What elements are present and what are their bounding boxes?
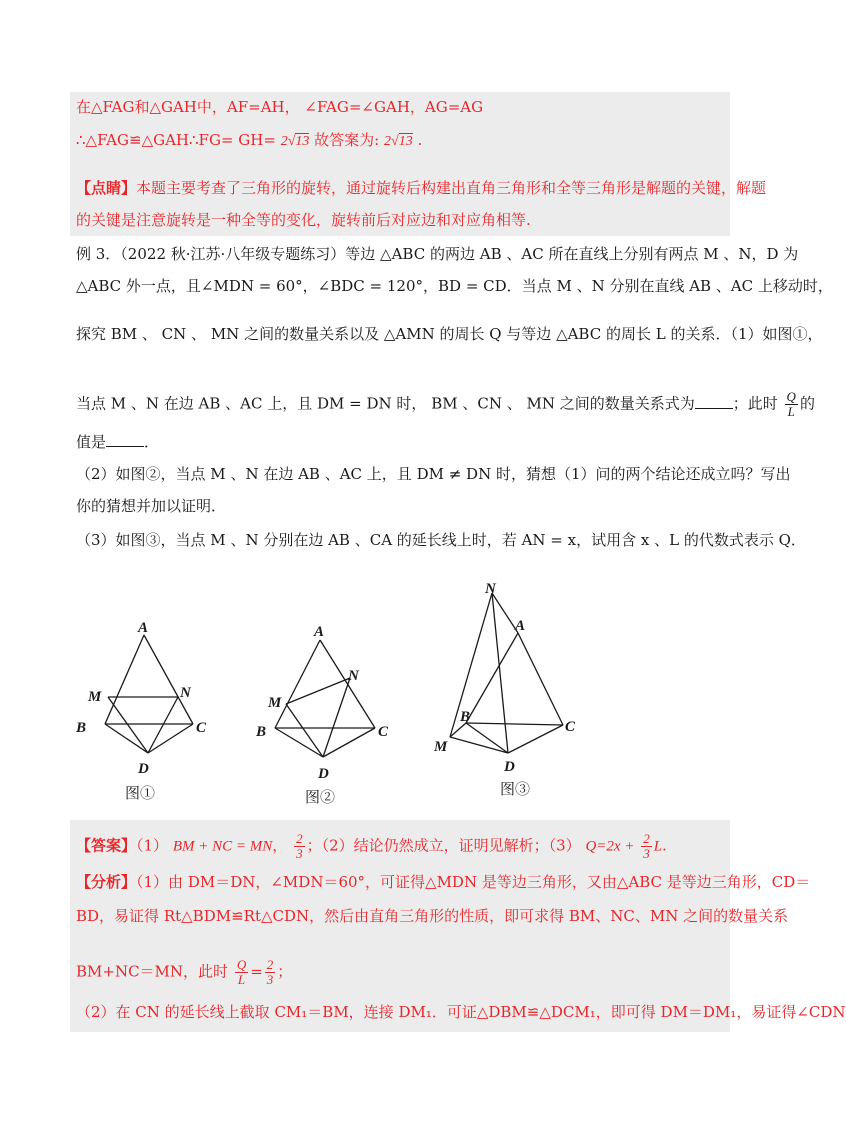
q-over-l-fraction: $\frac{Q}{L}$ xyxy=(786,389,796,419)
solution-line-1: 在△FAG和△GAH中，AF=AH， ∠FAG=∠GAH，AG=AG xyxy=(76,98,484,116)
fig1-label-b: B xyxy=(76,720,87,736)
fig1-label-m: M xyxy=(88,689,102,705)
problem-line-7: 你的猜想并加以证明． xyxy=(76,497,227,515)
sqrt-expression: 2√13 xyxy=(280,134,310,149)
comment-line-1: 【点睛】本题主要考查了三角形的旋转，通过旋转后构建出直角三角形和全等三角形是解题的关键，解题 xyxy=(76,179,767,197)
fig1-caption: 图① xyxy=(125,784,156,802)
fig3-label-m: M xyxy=(434,739,448,755)
comment-line-2: 的关键是注意旋转是一种全等的变化，旋转前后对应边和对应角相等. xyxy=(76,211,531,229)
answer-eq-3: Q=2x + xyxy=(585,838,635,855)
fig3-label-a: A xyxy=(515,618,526,634)
solution-answer-label: 故答案为: xyxy=(314,131,380,149)
fig2-label-b: B xyxy=(256,724,267,740)
fig3-label-n: N xyxy=(485,581,496,597)
fig3-caption: 图③ xyxy=(500,780,531,798)
figure-3 xyxy=(420,575,600,795)
problem-line-5: 值是 ． xyxy=(76,433,160,451)
problem-line-4: 当点 M 、N 在边 AB 、AC 上，且 DM = DN 时， BM 、CN 、 MN 之间的数量关系式为 ；此时 $\frac{Q}{L}$ 的 xyxy=(76,389,815,419)
fig2-label-c: C xyxy=(378,724,389,740)
solution-line-2-text: ∴△FAG≌△GAH∴FG= GH= xyxy=(76,131,276,149)
analysis-line-4: （2）在 CN 的延长线上截取 CM₁＝BM，连接 DM₁．可证△DBM≌△DCM₁，即可得 DM＝DM₁，易证得∠CDN xyxy=(76,1003,846,1021)
fig1-label-c: C xyxy=(196,720,207,736)
analysis-two-thirds-fraction: $\frac{2}{3}$ xyxy=(266,957,274,987)
answer-blank-2 xyxy=(106,432,144,447)
fig3-label-d: D xyxy=(504,759,515,775)
answer-line: 【答案】（1） BM + NC = MN， $\frac{2}{3}$ ；（2）结论仍然成立，证明见解析；（3） Q=2x + $\frac{2}{3}$ L. xyxy=(76,831,667,861)
fig2-label-a: A xyxy=(314,624,325,640)
analysis-line-3: BM+NC＝MN，此时 $\frac{Q}{L}$ = $\frac{2}{3}$ ； xyxy=(76,957,293,987)
fig3-label-c: C xyxy=(565,719,576,735)
answer-eq-1: BM + NC = MN xyxy=(172,838,273,855)
fig3-label-b: B xyxy=(460,709,471,725)
sqrt-expression-2: 2√13 xyxy=(384,134,413,149)
fig2-label-n: N xyxy=(348,668,359,684)
analysis-line-1: 【分析】（1）由 DM＝DN，∠MDN＝60°，可证得△MDN 是等边三角形，又由△ABC 是等边三角形，CD＝ xyxy=(76,873,811,891)
problem-line-6: （2）如图②，当点 M 、N 在边 AB 、AC 上，且 DM ≠ DN 时，猜想（1）问的两个结论还成立吗？写出 xyxy=(76,465,791,483)
fig2-label-m: M xyxy=(268,695,282,711)
fig1-label-a: A xyxy=(138,620,149,636)
problem-line-8: （3）如图③，当点 M 、N 分别在边 AB 、CA 的延长线上时，若 AN = x，试用含 x 、L 的代数式表示 Q． xyxy=(76,531,806,549)
answer-eq3-fraction: $\frac{2}{3}$ xyxy=(643,831,650,861)
answer-blank-1 xyxy=(695,394,733,409)
analysis-q-l-fraction: $\frac{Q}{L}$ xyxy=(236,957,247,987)
problem-line-3: 探究 BM 、 CN 、 MN 之间的数量关系以及 △AMN 的周长 Q 与等边 △ABC 的周长 L 的关系．（1）如图①， xyxy=(76,325,823,343)
fig1-label-d: D xyxy=(138,761,149,777)
fig1-label-n: N xyxy=(180,685,191,701)
problem-line-2: △ABC 外一点，且∠MDN = 60°，∠BDC = 120°，BD = CD．当点 M 、N 分别在直线 AB 、AC 上移动时， xyxy=(76,277,833,295)
answer-fraction: $\frac{2}{3}$ xyxy=(296,831,303,861)
figure-1 xyxy=(70,610,230,810)
fig2-label-d: D xyxy=(318,766,329,782)
fig2-caption: 图② xyxy=(305,788,336,806)
analysis-line-2: BD，易证得 Rt△BDM≌Rt△CDN，然后由直角三角形的性质，即可求得 BM、NC、MN 之间的数量关系 xyxy=(76,907,789,925)
solution-line-2: ∴△FAG≌△GAH∴FG= GH= 2√13 故答案为: 2√13 . xyxy=(76,131,423,149)
problem-line-1: 例 3．（2022 秋·江苏·八年级专题练习）等边 △ABC 的两边 AB 、AC 所在直线上分别有两点 M 、N，D 为 xyxy=(76,245,799,263)
figure-2 xyxy=(250,610,410,810)
